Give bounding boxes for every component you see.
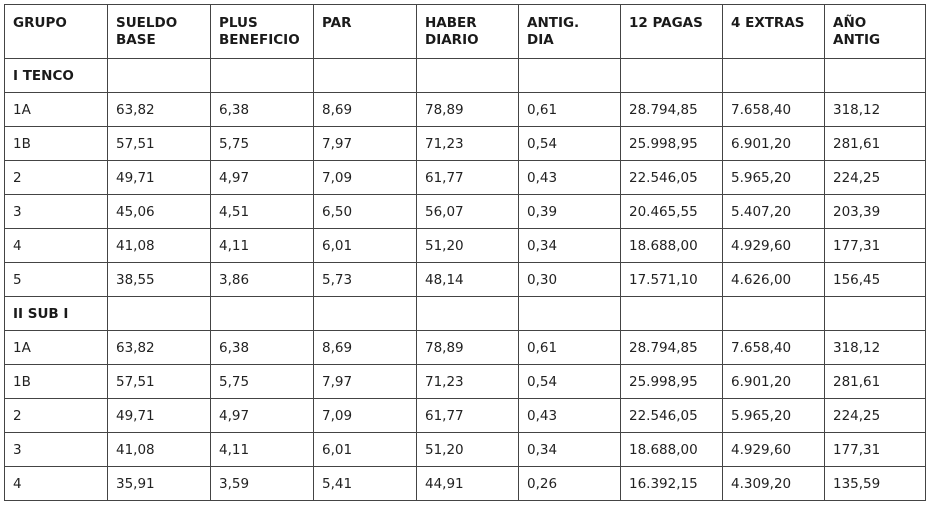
header-sueldo-base-line-2: BASE bbox=[116, 32, 156, 48]
table-row bbox=[5, 93, 926, 127]
table-cell: 78,89 bbox=[417, 93, 519, 127]
table-cell: 6,01 bbox=[314, 229, 417, 263]
table-cell: 8,69 bbox=[314, 331, 417, 365]
table-cell: 0,34 bbox=[519, 229, 621, 263]
table-cell: 1B bbox=[5, 365, 108, 399]
salary-table bbox=[4, 4, 926, 501]
empty-cell bbox=[621, 59, 723, 93]
header-sueldo-base-line-1: SUELDO bbox=[116, 15, 178, 31]
table-cell: 2 bbox=[5, 399, 108, 433]
table-row bbox=[5, 161, 926, 195]
table-cell: 49,71 bbox=[108, 161, 211, 195]
table-cell: 318,12 bbox=[825, 93, 926, 127]
table-cell: 1B bbox=[5, 127, 108, 161]
header-4-extras bbox=[723, 5, 825, 59]
table-cell: 3,86 bbox=[211, 263, 314, 297]
header-12-pagas-line-1: 12 PAGAS bbox=[629, 15, 703, 31]
table-cell: 8,69 bbox=[314, 93, 417, 127]
table-cell: 4,97 bbox=[211, 161, 314, 195]
table-cell: 17.571,10 bbox=[621, 263, 723, 297]
table-cell: 3,59 bbox=[211, 467, 314, 501]
table-cell: 63,82 bbox=[108, 331, 211, 365]
table-cell: 5.965,20 bbox=[723, 161, 825, 195]
header-plus-beneficio-line-2: BENEFICIO bbox=[219, 32, 300, 48]
empty-cell bbox=[519, 297, 621, 331]
table-cell: 6.901,20 bbox=[723, 127, 825, 161]
table-cell: 0,43 bbox=[519, 399, 621, 433]
empty-cell bbox=[108, 297, 211, 331]
empty-cell bbox=[417, 297, 519, 331]
table-cell: 4.309,20 bbox=[723, 467, 825, 501]
empty-cell bbox=[825, 59, 926, 93]
table-cell: 3 bbox=[5, 195, 108, 229]
table-cell: 49,71 bbox=[108, 399, 211, 433]
table-row bbox=[5, 467, 926, 501]
table-cell: 7,97 bbox=[314, 365, 417, 399]
table-cell: 7.658,40 bbox=[723, 331, 825, 365]
header-grupo-line-1: GRUPO bbox=[13, 15, 67, 31]
table-cell: 0,54 bbox=[519, 127, 621, 161]
table-cell: 4,11 bbox=[211, 433, 314, 467]
table-row bbox=[5, 127, 926, 161]
section-row bbox=[5, 297, 926, 331]
table-cell: 4,97 bbox=[211, 399, 314, 433]
table-cell: 1A bbox=[5, 331, 108, 365]
table-cell: 5,73 bbox=[314, 263, 417, 297]
header-antig-dia-line-1: ANTIG. bbox=[527, 15, 580, 31]
table-cell: 57,51 bbox=[108, 127, 211, 161]
table-cell: 4 bbox=[5, 229, 108, 263]
table-cell: 25.998,95 bbox=[621, 365, 723, 399]
header-plus-beneficio bbox=[211, 5, 314, 59]
empty-cell bbox=[314, 297, 417, 331]
table-cell: 2 bbox=[5, 161, 108, 195]
table-cell: 5,75 bbox=[211, 127, 314, 161]
table-cell: 4 bbox=[5, 467, 108, 501]
table-cell: 7.658,40 bbox=[723, 93, 825, 127]
table-cell: 4,11 bbox=[211, 229, 314, 263]
table-cell: 57,51 bbox=[108, 365, 211, 399]
table-cell: 156,45 bbox=[825, 263, 926, 297]
table-cell: 0,61 bbox=[519, 93, 621, 127]
table-row bbox=[5, 229, 926, 263]
header-ano-antig bbox=[825, 5, 926, 59]
table-cell: 5,41 bbox=[314, 467, 417, 501]
table-cell: 25.998,95 bbox=[621, 127, 723, 161]
table-cell: 203,39 bbox=[825, 195, 926, 229]
table-cell: 6,38 bbox=[211, 331, 314, 365]
table-cell: 6.901,20 bbox=[723, 365, 825, 399]
table-cell: 4.626,00 bbox=[723, 263, 825, 297]
header-antig-dia-line-2: DIA bbox=[527, 32, 554, 48]
table-cell: 7,09 bbox=[314, 161, 417, 195]
section-row bbox=[5, 59, 926, 93]
table-cell: 20.465,55 bbox=[621, 195, 723, 229]
table-cell: 5.407,20 bbox=[723, 195, 825, 229]
table-cell: 4.929,60 bbox=[723, 433, 825, 467]
header-plus-beneficio-line-1: PLUS bbox=[219, 15, 258, 31]
table-cell: 61,77 bbox=[417, 161, 519, 195]
header-par bbox=[314, 5, 417, 59]
empty-cell bbox=[621, 297, 723, 331]
table-cell: 35,91 bbox=[108, 467, 211, 501]
header-4-extras-line-1: 4 EXTRAS bbox=[731, 15, 805, 31]
section-title: I TENCO bbox=[5, 59, 108, 93]
table-cell: 6,50 bbox=[314, 195, 417, 229]
table-cell: 177,31 bbox=[825, 433, 926, 467]
section-title: II SUB I bbox=[5, 297, 108, 331]
table-cell: 5 bbox=[5, 263, 108, 297]
table-cell: 4.929,60 bbox=[723, 229, 825, 263]
table-cell: 22.546,05 bbox=[621, 399, 723, 433]
table-cell: 1A bbox=[5, 93, 108, 127]
table-cell: 45,06 bbox=[108, 195, 211, 229]
table-cell: 6,38 bbox=[211, 93, 314, 127]
header-antig-dia bbox=[519, 5, 621, 59]
table-cell: 281,61 bbox=[825, 127, 926, 161]
table-row bbox=[5, 195, 926, 229]
table-body bbox=[5, 59, 926, 501]
table-cell: 0,61 bbox=[519, 331, 621, 365]
header-haber-diario-line-2: DIARIO bbox=[425, 32, 479, 48]
table-cell: 38,55 bbox=[108, 263, 211, 297]
header-12-pagas bbox=[621, 5, 723, 59]
empty-cell bbox=[211, 297, 314, 331]
empty-cell bbox=[211, 59, 314, 93]
table-cell: 5,75 bbox=[211, 365, 314, 399]
table-cell: 63,82 bbox=[108, 93, 211, 127]
table-cell: 18.688,00 bbox=[621, 229, 723, 263]
empty-cell bbox=[417, 59, 519, 93]
empty-cell bbox=[519, 59, 621, 93]
table-cell: 224,25 bbox=[825, 399, 926, 433]
table-cell: 0,54 bbox=[519, 365, 621, 399]
table-cell: 3 bbox=[5, 433, 108, 467]
table-cell: 5.965,20 bbox=[723, 399, 825, 433]
table-cell: 48,14 bbox=[417, 263, 519, 297]
header-ano-antig-line-1: AÑO bbox=[833, 15, 867, 31]
empty-cell bbox=[723, 59, 825, 93]
table-cell: 41,08 bbox=[108, 433, 211, 467]
table-cell: 7,97 bbox=[314, 127, 417, 161]
table-cell: 0,43 bbox=[519, 161, 621, 195]
table-cell: 28.794,85 bbox=[621, 331, 723, 365]
table-cell: 0,39 bbox=[519, 195, 621, 229]
header-sueldo-base bbox=[108, 5, 211, 59]
table-cell: 318,12 bbox=[825, 331, 926, 365]
header-haber-diario-line-1: HABER bbox=[425, 15, 477, 31]
table-cell: 56,07 bbox=[417, 195, 519, 229]
table-cell: 71,23 bbox=[417, 127, 519, 161]
empty-cell bbox=[723, 297, 825, 331]
empty-cell bbox=[314, 59, 417, 93]
table-row bbox=[5, 433, 926, 467]
table-cell: 18.688,00 bbox=[621, 433, 723, 467]
table-cell: 78,89 bbox=[417, 331, 519, 365]
header-ano-antig-line-2: ANTIG bbox=[833, 32, 881, 48]
table-cell: 0,26 bbox=[519, 467, 621, 501]
table-cell: 44,91 bbox=[417, 467, 519, 501]
table-cell: 6,01 bbox=[314, 433, 417, 467]
table-cell: 135,59 bbox=[825, 467, 926, 501]
table-cell: 16.392,15 bbox=[621, 467, 723, 501]
table-cell: 0,34 bbox=[519, 433, 621, 467]
table-cell: 177,31 bbox=[825, 229, 926, 263]
table-cell: 71,23 bbox=[417, 365, 519, 399]
header-row bbox=[5, 5, 926, 59]
table-cell: 7,09 bbox=[314, 399, 417, 433]
table-row bbox=[5, 263, 926, 297]
table-cell: 4,51 bbox=[211, 195, 314, 229]
table-cell: 41,08 bbox=[108, 229, 211, 263]
table-cell: 61,77 bbox=[417, 399, 519, 433]
table-cell: 0,30 bbox=[519, 263, 621, 297]
table-row bbox=[5, 399, 926, 433]
table-cell: 224,25 bbox=[825, 161, 926, 195]
table-row bbox=[5, 331, 926, 365]
table-cell: 22.546,05 bbox=[621, 161, 723, 195]
table-cell: 51,20 bbox=[417, 433, 519, 467]
header-haber-diario bbox=[417, 5, 519, 59]
table-cell: 28.794,85 bbox=[621, 93, 723, 127]
empty-cell bbox=[825, 297, 926, 331]
table-cell: 281,61 bbox=[825, 365, 926, 399]
table-row bbox=[5, 365, 926, 399]
empty-cell bbox=[108, 59, 211, 93]
table-cell: 51,20 bbox=[417, 229, 519, 263]
header-par-line-1: PAR bbox=[322, 15, 352, 31]
header-grupo bbox=[5, 5, 108, 59]
